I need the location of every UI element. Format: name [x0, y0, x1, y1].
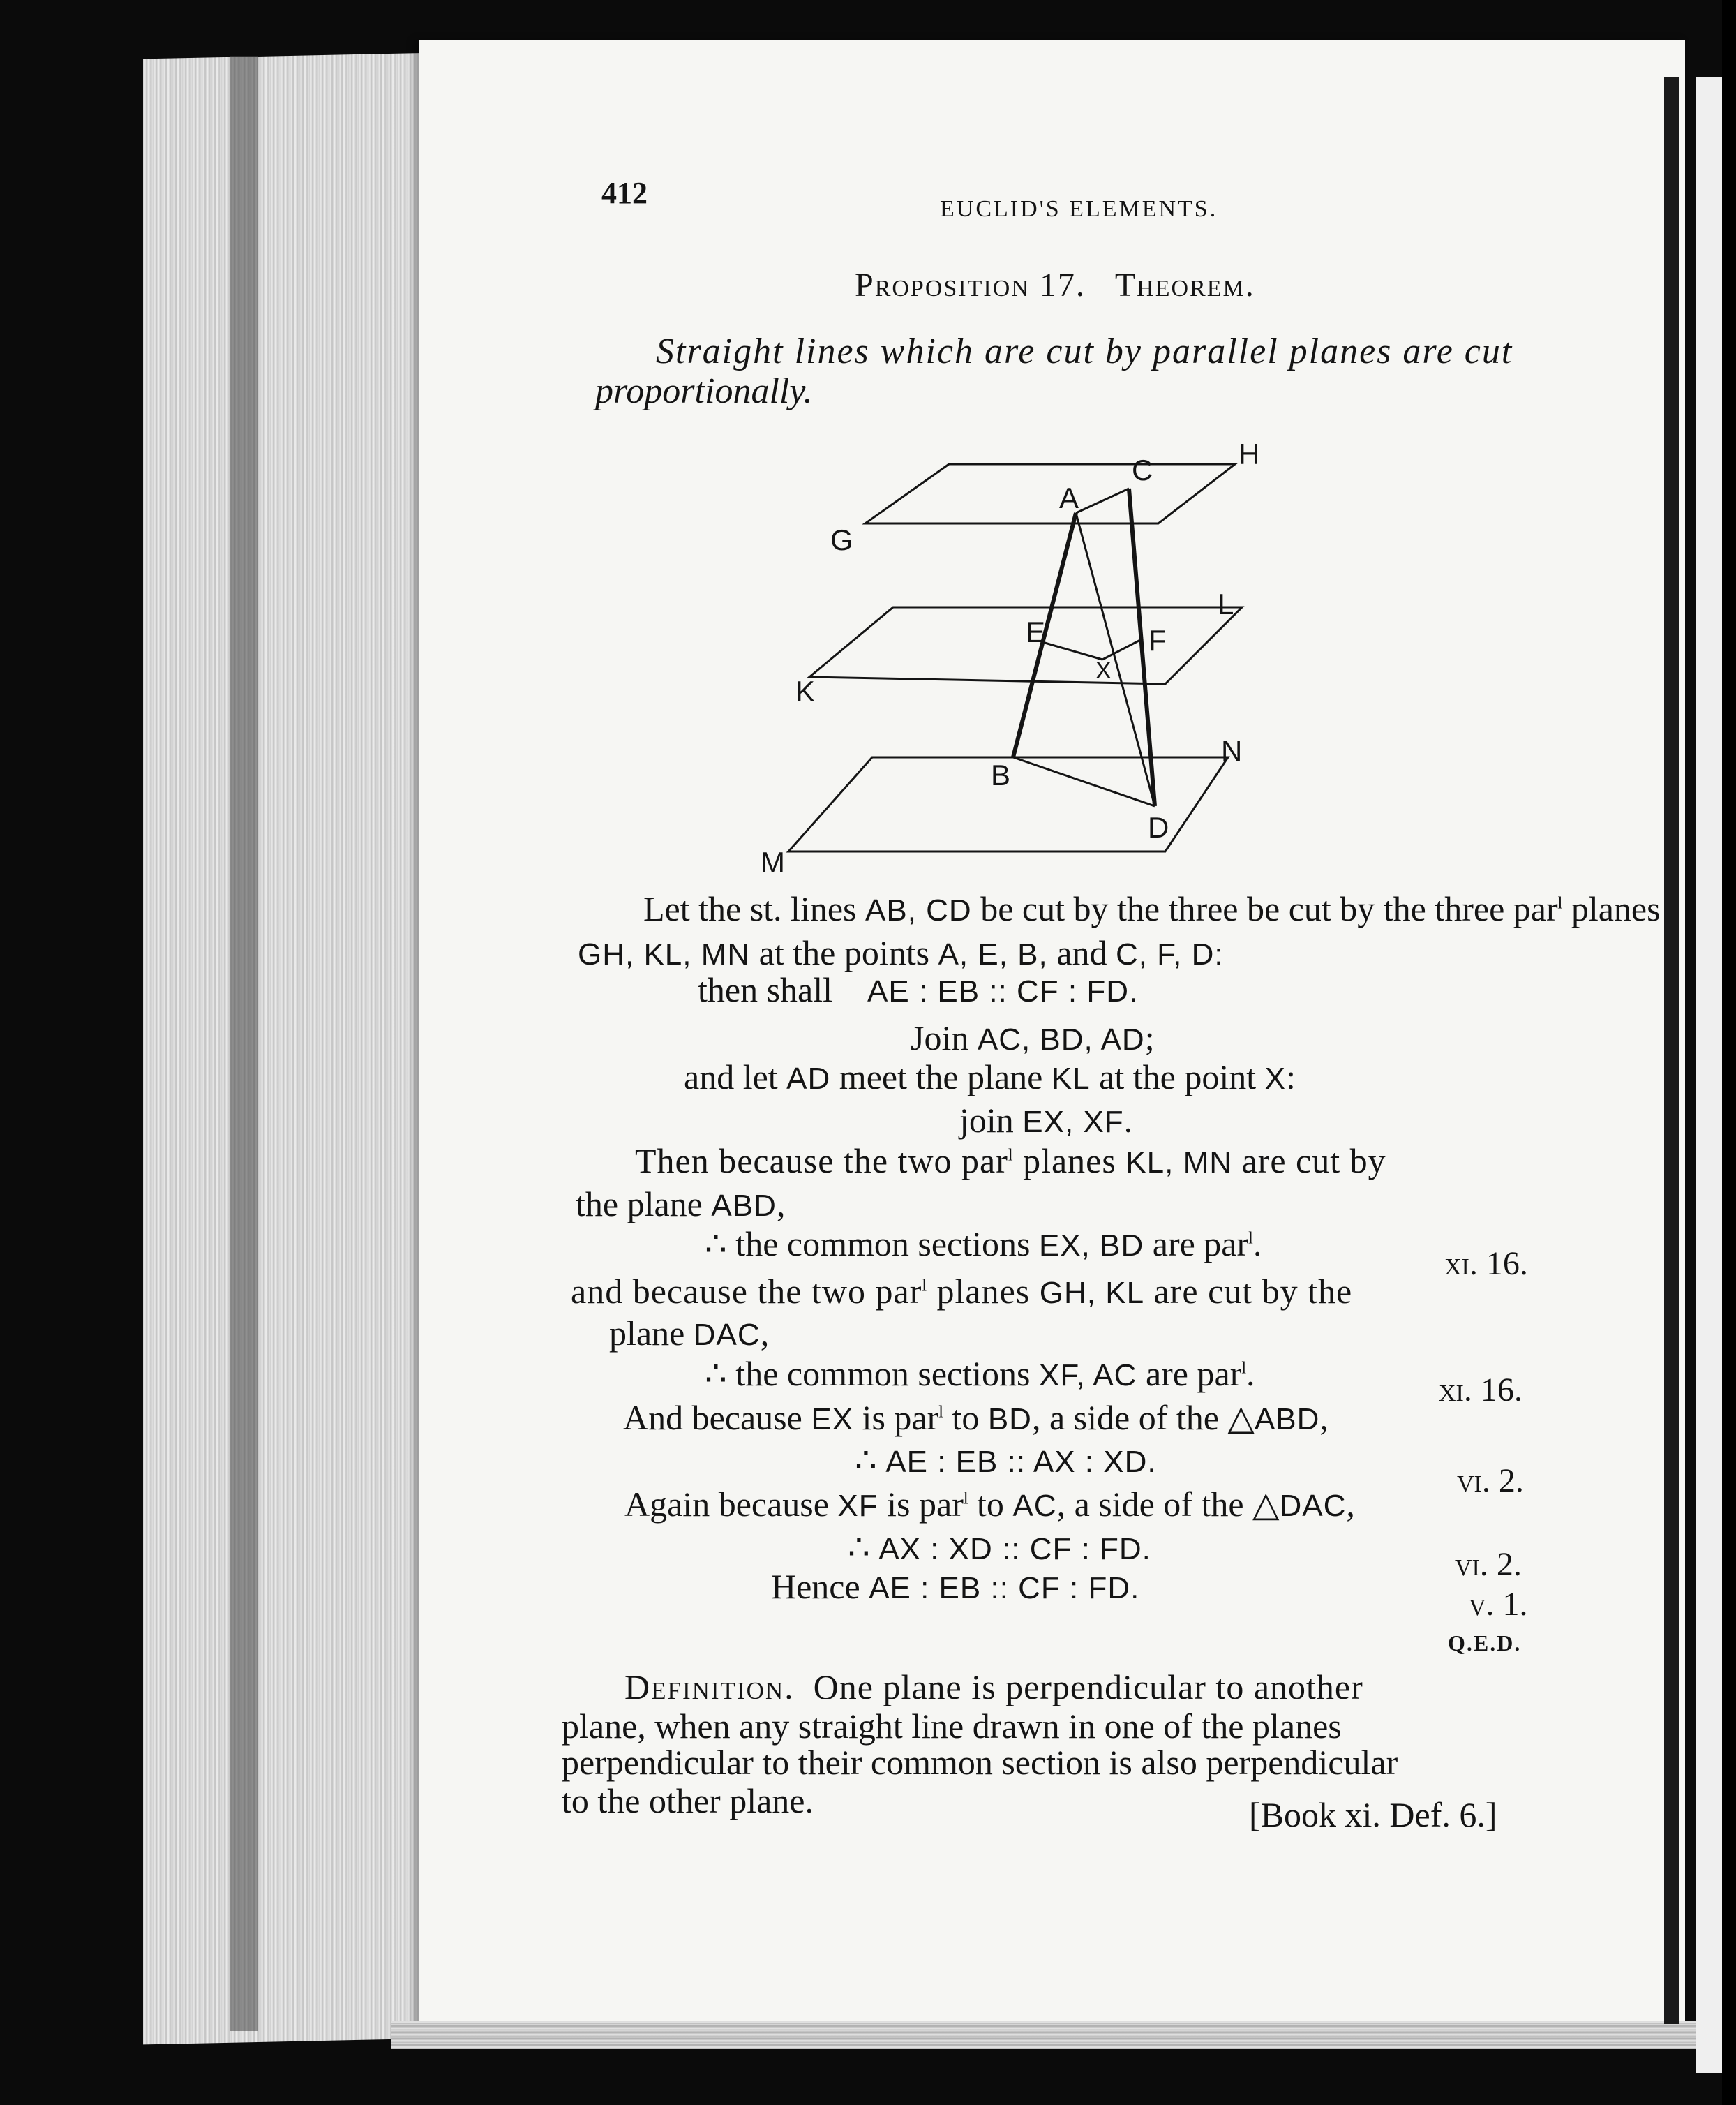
- definition-citation: [Book xi. Def. 6.]: [1249, 1795, 1497, 1834]
- proof-line-4: Join AC, BD, AD;: [911, 1018, 1155, 1057]
- proof-line-6: join EX, XF.: [959, 1101, 1133, 1140]
- page-bottom-edge: [391, 2021, 1696, 2049]
- line-ex: [1042, 642, 1102, 660]
- proof-line-13: And because EX is par$^l$ to BD, a side of the △ABD,: [623, 1398, 1329, 1437]
- proof-line-7: Then because the two par$^l$ planes KL, MN are cut by: [635, 1141, 1386, 1180]
- qed: Q.E.D.: [1448, 1630, 1522, 1656]
- label-l: L: [1218, 588, 1234, 620]
- label-d: D: [1148, 811, 1169, 844]
- running-title: EUCLID'S ELEMENTS.: [940, 196, 1218, 222]
- proof-line-14: ∴ AE : EB :: AX : XD.: [855, 1441, 1157, 1480]
- reference-vi-2-a: vi. 2.: [1457, 1462, 1524, 1499]
- proof-line-2: GH, KL, MN at the points A, E, B, and C, F, D:: [578, 933, 1224, 972]
- book-edge-shadow: [230, 56, 258, 2031]
- definition-line-3: perpendicular to their common section is also perpendicular: [562, 1743, 1398, 1782]
- reference-vi-2-b: vi. 2.: [1455, 1546, 1522, 1583]
- proof-line-5: and let AD meet the plane KL at the point X:: [684, 1057, 1296, 1096]
- book-block-edge: [143, 53, 436, 2045]
- label-n: N: [1221, 734, 1243, 767]
- proof-line-12: ∴ the common sections XF, AC are par$^l$.: [705, 1354, 1255, 1393]
- label-g: G: [830, 523, 853, 556]
- page-number: 412: [601, 176, 648, 210]
- reference-v-1: v. 1.: [1469, 1586, 1528, 1623]
- figure-parallel-planes: [761, 426, 1291, 879]
- line-xf: [1102, 639, 1143, 660]
- label-k: K: [795, 675, 816, 708]
- label-m: M: [761, 846, 785, 879]
- proof-line-16: ∴ AX : XD :: CF : FD.: [848, 1528, 1151, 1567]
- proposition-title: Proposition 17. Theorem.: [855, 267, 1255, 304]
- definition-line-1: Definition. One plane is perpendicular to another: [624, 1667, 1363, 1706]
- label-b: B: [991, 759, 1011, 791]
- proof-line-15: Again because XF is par$^l$ to AC, a side of the △DAC,: [624, 1485, 1355, 1524]
- line-bd: [1013, 757, 1155, 806]
- label-e: E: [1026, 616, 1046, 648]
- definition-line-2: plane, when any straight line drawn in one of the planes: [562, 1706, 1342, 1746]
- scan-border: [1722, 0, 1736, 2105]
- proof-line-1: Let the st. lines AB, CD be cut by the three be cut by the three par$^l$ planes: [643, 889, 1661, 928]
- label-x: X: [1095, 657, 1112, 684]
- proof-line-10: and because the two par$^l$ planes GH, KL are cut by the: [571, 1272, 1353, 1311]
- page-gutter-shadow: [1664, 77, 1679, 2024]
- proof-line-11: plane DAC,: [609, 1314, 770, 1353]
- proof-line-9: ∴ the common sections EX, BD are par$^l$.: [705, 1224, 1262, 1263]
- definition-heading: Definition.: [624, 1667, 795, 1706]
- label-a: A: [1059, 482, 1079, 514]
- label-f: F: [1148, 624, 1167, 657]
- enunciation-line-1: Straight lines which are cut by parallel planes are cut: [656, 332, 1513, 371]
- reference-xi-16-b: xi. 16.: [1439, 1371, 1522, 1408]
- reference-xi-16-a: xi. 16.: [1444, 1245, 1528, 1282]
- line-ac: [1076, 489, 1129, 513]
- proof-line-8: the plane ABD,: [576, 1184, 786, 1223]
- plane-gh: [865, 464, 1235, 523]
- label-h: H: [1239, 438, 1260, 470]
- label-c: C: [1132, 454, 1153, 486]
- definition-line-4: to the other plane.: [562, 1781, 814, 1820]
- proof-line-3: then shall AE : EB :: CF : FD.: [698, 970, 1139, 1009]
- enunciation-line-2: proportionally.: [595, 371, 813, 411]
- proof-line-17: Hence AE : EB :: CF : FD.: [771, 1567, 1140, 1606]
